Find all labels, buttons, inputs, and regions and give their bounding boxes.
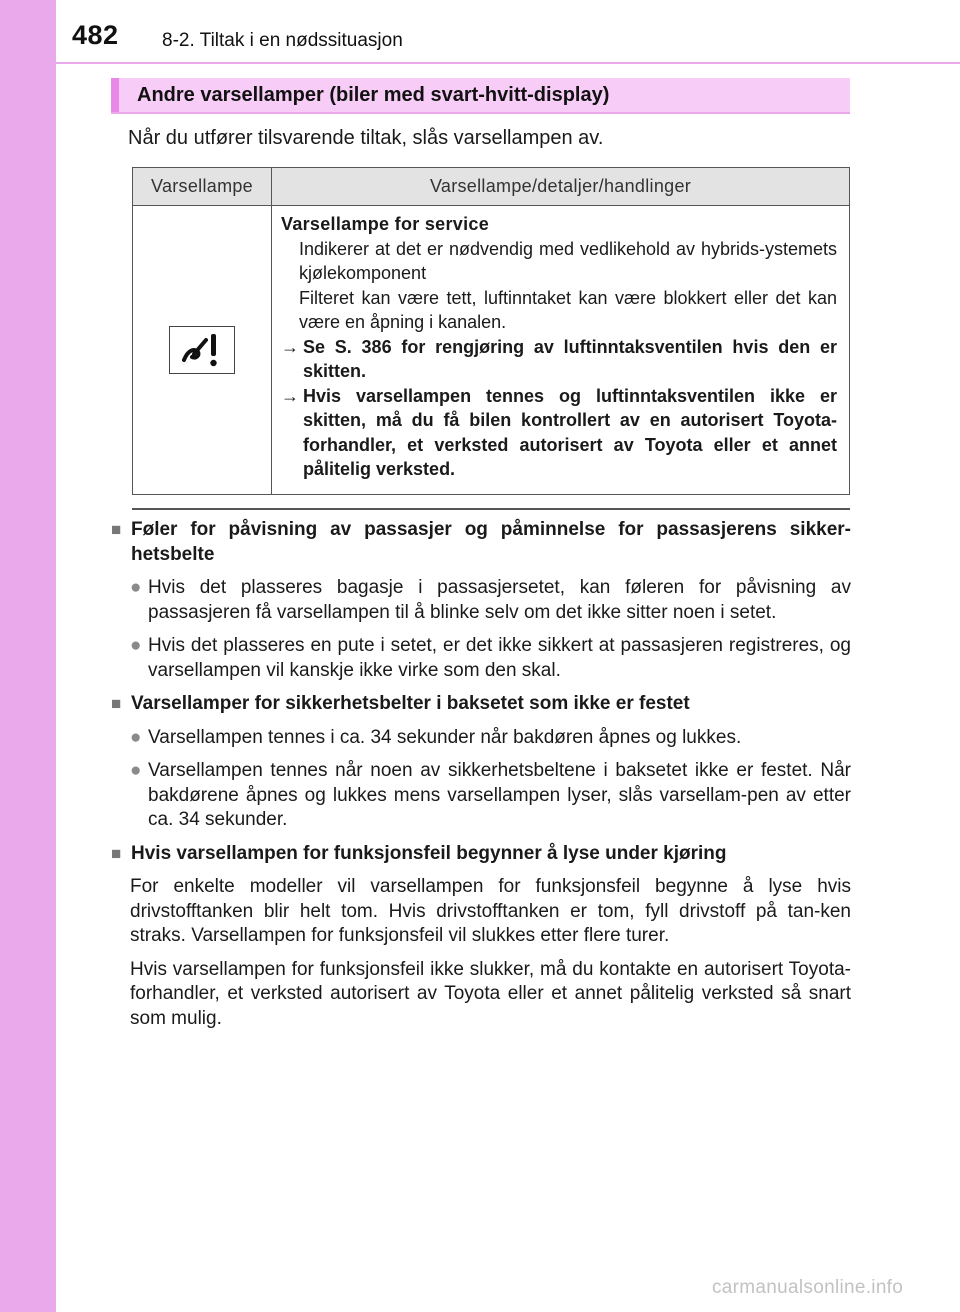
list-item xyxy=(111,634,851,683)
action-text-1: Se S. 386 for rengjøring av luftinntaksventilen hvis den er skitten. xyxy=(303,336,837,381)
side-band xyxy=(0,0,56,1312)
square-bullet-icon: ■ xyxy=(111,694,122,713)
note-heading-text: Føler for påvisning av passasjer og påminnelse for passasjerens sikker-hetsbelte xyxy=(131,519,851,565)
table-header-details: Varsellampe/detaljer/handlinger xyxy=(272,168,850,206)
action-item xyxy=(281,335,837,384)
table-header-row xyxy=(133,168,850,206)
details-cell xyxy=(272,206,850,495)
note-heading-1 xyxy=(111,518,851,567)
intro-text: Når du utfører tilsvarende tiltak, slås varsellampen av. xyxy=(128,127,604,149)
list-item xyxy=(111,576,851,625)
table-header-lamp: Varsellampe xyxy=(133,168,272,206)
note-heading-3 xyxy=(111,842,851,867)
detail-line-1: Indikerer at det er nødvendig med vedlikehold av hybrids-ystemets kjølekomponent xyxy=(299,238,837,283)
page-number: 482 xyxy=(72,20,119,50)
box-title-rule xyxy=(111,112,850,114)
arrow-icon: → xyxy=(281,336,299,357)
watermark: carmanualsonline.info xyxy=(712,1277,904,1298)
table-row xyxy=(133,206,850,495)
note-heading-2 xyxy=(111,692,851,717)
list-item-text: Varsellampen tennes når noen av sikkerhetsbeltene i baksetet ikke er festet. Når bakdørene åpnes og lukkes mens varsellampen lyser, slås varsellam-pen av etter ca. 34 sekunder. xyxy=(148,760,851,830)
list-item-text: Hvis det plasseres en pute i setet, er det ikke sikkert at passasjeren registreres, og varsellampen vil kanskje ikke virke som den skal. xyxy=(148,635,851,681)
note-heading-text: Hvis varsellampen for funksjonsfeil begynner å lyse under kjøring xyxy=(131,842,727,864)
warning-light-table xyxy=(132,167,850,495)
bullet-icon: ● xyxy=(130,760,142,781)
detail-line-2: Filteret kan være tett, luftinntaket kan være blokkert eller det kan være en åpning i kanalen. xyxy=(299,287,837,332)
note-heading-text: Varsellamper for sikkerhetsbelter i baksetet som ikke er festet xyxy=(131,693,690,714)
list-item-text: Varsellampen tennes i ca. 34 sekunder når bakdøren åpnes og lukkes. xyxy=(148,726,742,748)
section-divider xyxy=(132,508,850,510)
service-warning-glyph xyxy=(180,330,224,370)
bullet-icon: ● xyxy=(130,577,142,598)
square-bullet-icon: ■ xyxy=(111,843,122,863)
detail-title: Varsellampe for service xyxy=(281,214,490,234)
note-paragraph: For enkelte modeller vil varsellampen for funksjonsfeil begynne å lyse hvis drivstofftanken blir helt tom. Hvis drivstofftanken er tom, fyll drivstoff på tan-ken straks. Varsellampen for funksjonsfeil vil slukkes etter flere turer. xyxy=(130,876,851,946)
list-item-text: Hvis det plasseres bagasje i passasjersetet, kan føleren for påvisning av passasjeren få varsellampen til å blinke selv om det ikke sitter noen i setet. xyxy=(148,577,851,623)
note-paragraph: Hvis varsellampen for funksjonsfeil ikke slukker, må du kontakte en autorisert Toyota-forhandler, et verksted autorisert av Toyota eller et annet pålitelig verksted så snart som mulig. xyxy=(130,958,851,1029)
notes-content xyxy=(111,518,851,1040)
bullet-icon: ● xyxy=(130,635,142,656)
lamp-cell xyxy=(133,206,272,495)
action-item xyxy=(281,384,837,482)
action-text-2: Hvis varsellampen tennes og luftinntaksventilen ikke er skitten, må du få bilen kontrollert av en autorisert Toyota-forhandler, et verksted autorisert av Toyota eller et annet pålitelig verksted. xyxy=(303,385,837,479)
list-item xyxy=(111,726,851,751)
box-title xyxy=(111,78,850,112)
list-item xyxy=(111,759,851,833)
box-title-text: Andre varsellamper (biler med svart-hvitt-display) xyxy=(137,84,610,106)
header-rule xyxy=(56,62,960,64)
service-warning-icon xyxy=(169,326,235,374)
arrow-icon: → xyxy=(281,385,299,406)
bullet-icon: ● xyxy=(130,726,142,748)
square-bullet-icon: ■ xyxy=(111,520,122,539)
section-title: 8-2. Tiltak i en nødssituasjon xyxy=(162,30,403,51)
